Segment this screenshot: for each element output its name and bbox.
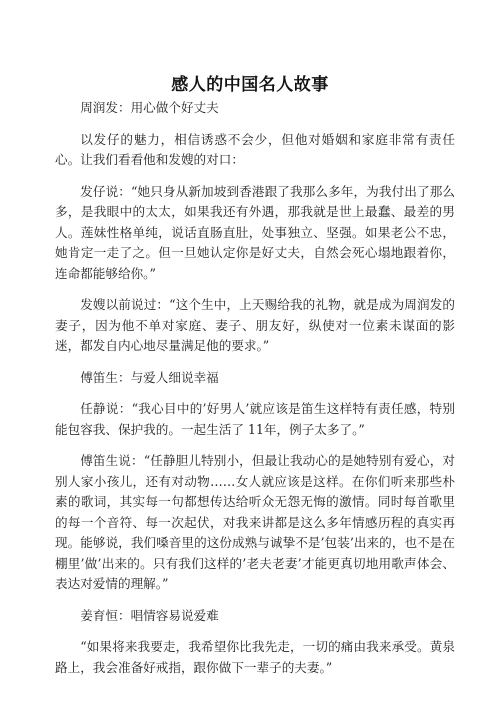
paragraph-intro-zhou: 以发仔的魅力，相信诱惑不会少，但他对婚姻和家庭非常有责任心。让我们看看他和发嫂的对口：	[55, 131, 455, 167]
section-heading-jiang: 姜育恒：唱情容易说爱难	[80, 607, 219, 623]
paragraph-quote-jiang: “如果将来我要走，我希望你比我先走，一切的痛由我来承受。黄泉路上，我会准备好戒指，跟你做下一辈子的夫妻。”	[55, 639, 455, 675]
paragraph-quote-fudisheng: 傅笛生说：“任静胆儿特别小，但最让我动心的是她特别有爱心，对别人家小孩儿，还有对动物……女人就应该是这样。在你们听来那些朴素的歌词，其实每一句都想传达给听众无怨无悔的激情。同时每首歌里的每一个音符、每一次起伏，对我来讲都是这么多年情感历程的真实再现。能够说，我们嗓音里的这份成熟与诚挚不是’包装’出来的，也不是在棚里’做’出来的。只有我们这样的’老夫老妻’才能更真切地用歌声体会、表达对爱情的理解。”	[55, 453, 455, 591]
section-heading-zhou: 周润发：用心做个好丈夫	[80, 100, 219, 115]
paragraph-quote-renjing: 任静说：“我心目中的’好男人’就应该是笛生这样特有责任感，特别能包容我、保护我的。一起生活了 11年，例子太多了。”	[55, 401, 455, 437]
section-heading-fu: 傅笛生：与爱人细说幸福	[80, 369, 219, 385]
paragraph-quote-fasao: 发嫂以前说过：“这个生中，上天赐给我的礼物，就是成为周润发的妻子，因为他不单对家庭、妻子、朋友好，纵使对一位素未谋面的影迷，都发自内心地尽量满足他的要求。”	[55, 297, 455, 353]
page-title: 感人的中国名人故事	[171, 75, 329, 95]
article-body	[55, 98, 455, 689]
paragraph-quote-fazai: 发仔说：“她只身从新加坡到香港跟了我那么多年，为我付出了那么多，是我眼中的太太，如果我还有外遇，那我就是世上最蠢、最差的男人。莲妹性格单纯，说话直肠直肚，处事独立、坚强。如果老公不忠，她肯定一走了之。但一旦她认定你是好丈夫，自然会死心塌地跟着你，连命都能够给你。”	[55, 183, 455, 281]
